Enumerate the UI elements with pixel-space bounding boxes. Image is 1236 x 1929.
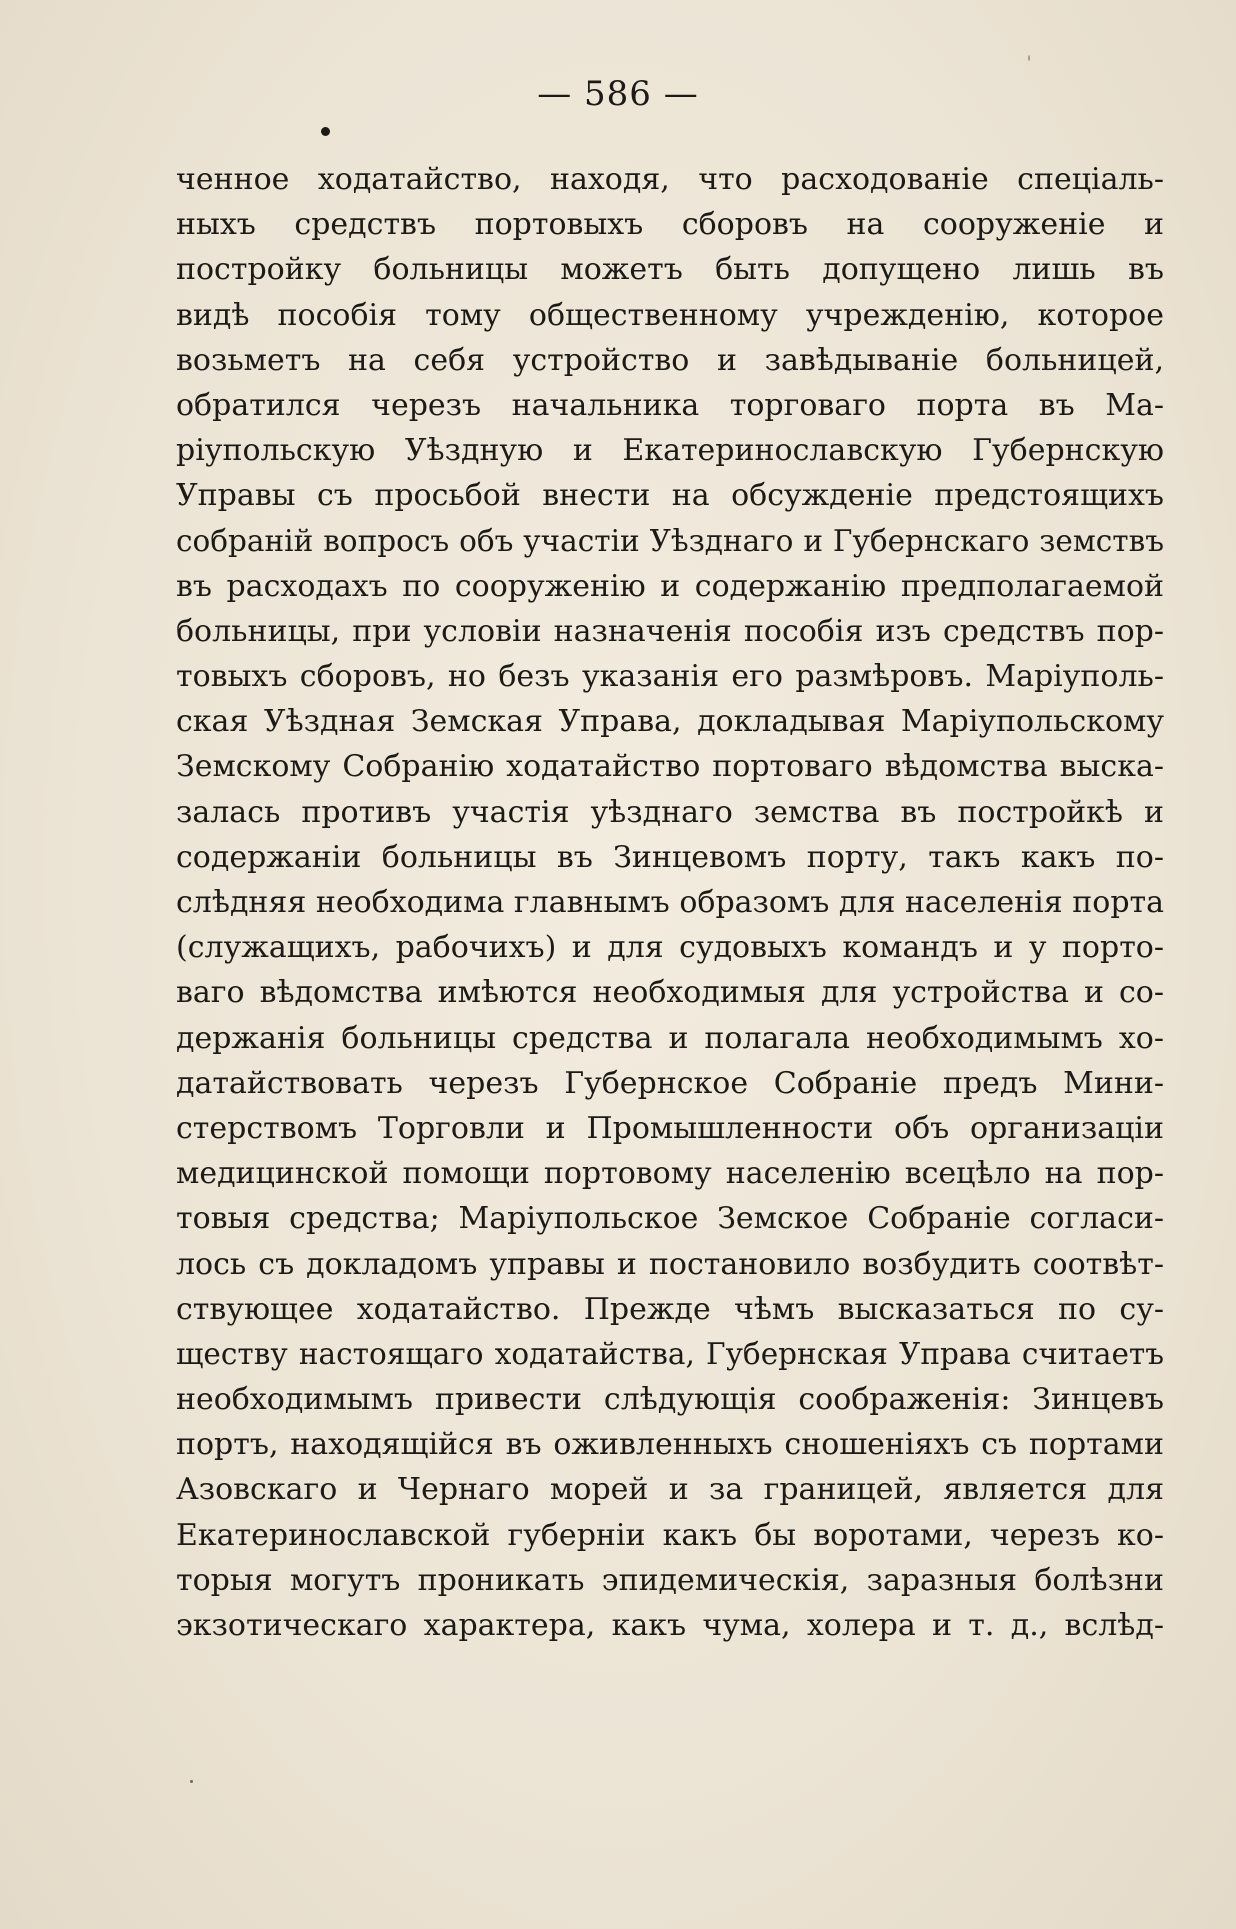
body-text (176, 157, 1164, 1648)
text-line: (служащихъ, рабочихъ) и для судовыхъ командъ и у порто- (176, 930, 1164, 966)
text-line: торыя могутъ проникать эпидемическія, заразныя болѣзни (176, 1562, 1164, 1598)
text-line: необходимымъ привести слѣдующія соображенія: Зинцевъ (176, 1382, 1164, 1418)
text-line: портъ, находящійся въ оживленныхъ сношеніяхъ съ портами (176, 1427, 1164, 1463)
text-line: больницы, при условіи назначенія пособія изъ средствъ пор- (176, 613, 1164, 649)
text-line: датайствовать черезъ Губернское Собраніе предъ Мини- (176, 1065, 1164, 1101)
page-number: — 586 — (537, 74, 699, 114)
text-line: ныхъ средствъ портовыхъ сборовъ на сооруженіе и (176, 207, 1164, 243)
text-line: Азовскаго и Чернаго морей и за границей, является для (176, 1472, 1164, 1508)
text-line: слѣдняя необходима главнымъ образомъ для населенія порта (176, 885, 1164, 920)
text-line: залась противъ участія уѣзднаго земства въ постройкѣ и (176, 794, 1164, 830)
text-line: Екатеринославской губерніи какъ бы воротами, черезъ ко- (176, 1517, 1164, 1553)
text-line: Управы съ просьбой внести на обсужденіе предстоящихъ (176, 478, 1164, 514)
ink-speck (190, 1780, 193, 1783)
text-line: въ расходахъ по сооруженію и содержанію предполагаемой (176, 568, 1164, 604)
text-line: содержаніи больницы въ Зинцевомъ порту, такъ какъ по- (176, 839, 1164, 875)
text-line: Земскому Собранію ходатайство портоваго вѣдомства выска- (176, 749, 1164, 785)
text-line: ваго вѣдомства имѣются необходимыя для устройства и со- (176, 975, 1164, 1011)
text-line: обратился черезъ начальника торговаго порта въ Ма- (176, 387, 1164, 423)
text-line: постройку больницы можетъ быть допущено лишь въ (176, 252, 1164, 288)
text-line: ская Уѣздная Земская Управа, докладывая Маріупольскому (176, 704, 1164, 740)
text-line: товыя средства; Маріупольское Земское Собраніе согласи- (176, 1201, 1164, 1237)
ink-speck (1028, 55, 1030, 61)
text-line: лось съ докладомъ управы и постановило возбудить соотвѣт- (176, 1246, 1164, 1282)
text-line: ствующее ходатайство. Прежде чѣмъ высказаться по су- (176, 1291, 1164, 1327)
text-line: собраній вопросъ объ участіи Уѣзднаго и Губернскаго земствъ (176, 523, 1164, 558)
text-line: ченное ходатайство, находя, что расходованіе спеціаль- (176, 162, 1164, 197)
text-line: видѣ пособія тому общественному учрежденію, которое (176, 297, 1164, 333)
text-line: товыхъ сборовъ, но безъ указанія его размѣровъ. Маріуполь- (176, 659, 1164, 695)
text-line: возьметъ на себя устройство и завѣдываніе больницей, (176, 342, 1164, 378)
ink-speck (321, 127, 330, 136)
text-line: медицинской помощи портовому населенію всецѣло на пор- (176, 1156, 1164, 1192)
text-line: ществу настоящаго ходатайства, Губернская Управа считаетъ (176, 1336, 1164, 1371)
text-line: ріупольскую Уѣздную и Екатеринославскую Губернскую (176, 433, 1164, 469)
text-line: экзотическаго характера, какъ чума, холера и т. д., вслѣд- (176, 1608, 1164, 1643)
text-line: держанія больницы средства и полагала необходимымъ хо- (176, 1020, 1164, 1056)
text-line: стерствомъ Торговли и Промышленности объ организаціи (176, 1110, 1164, 1146)
